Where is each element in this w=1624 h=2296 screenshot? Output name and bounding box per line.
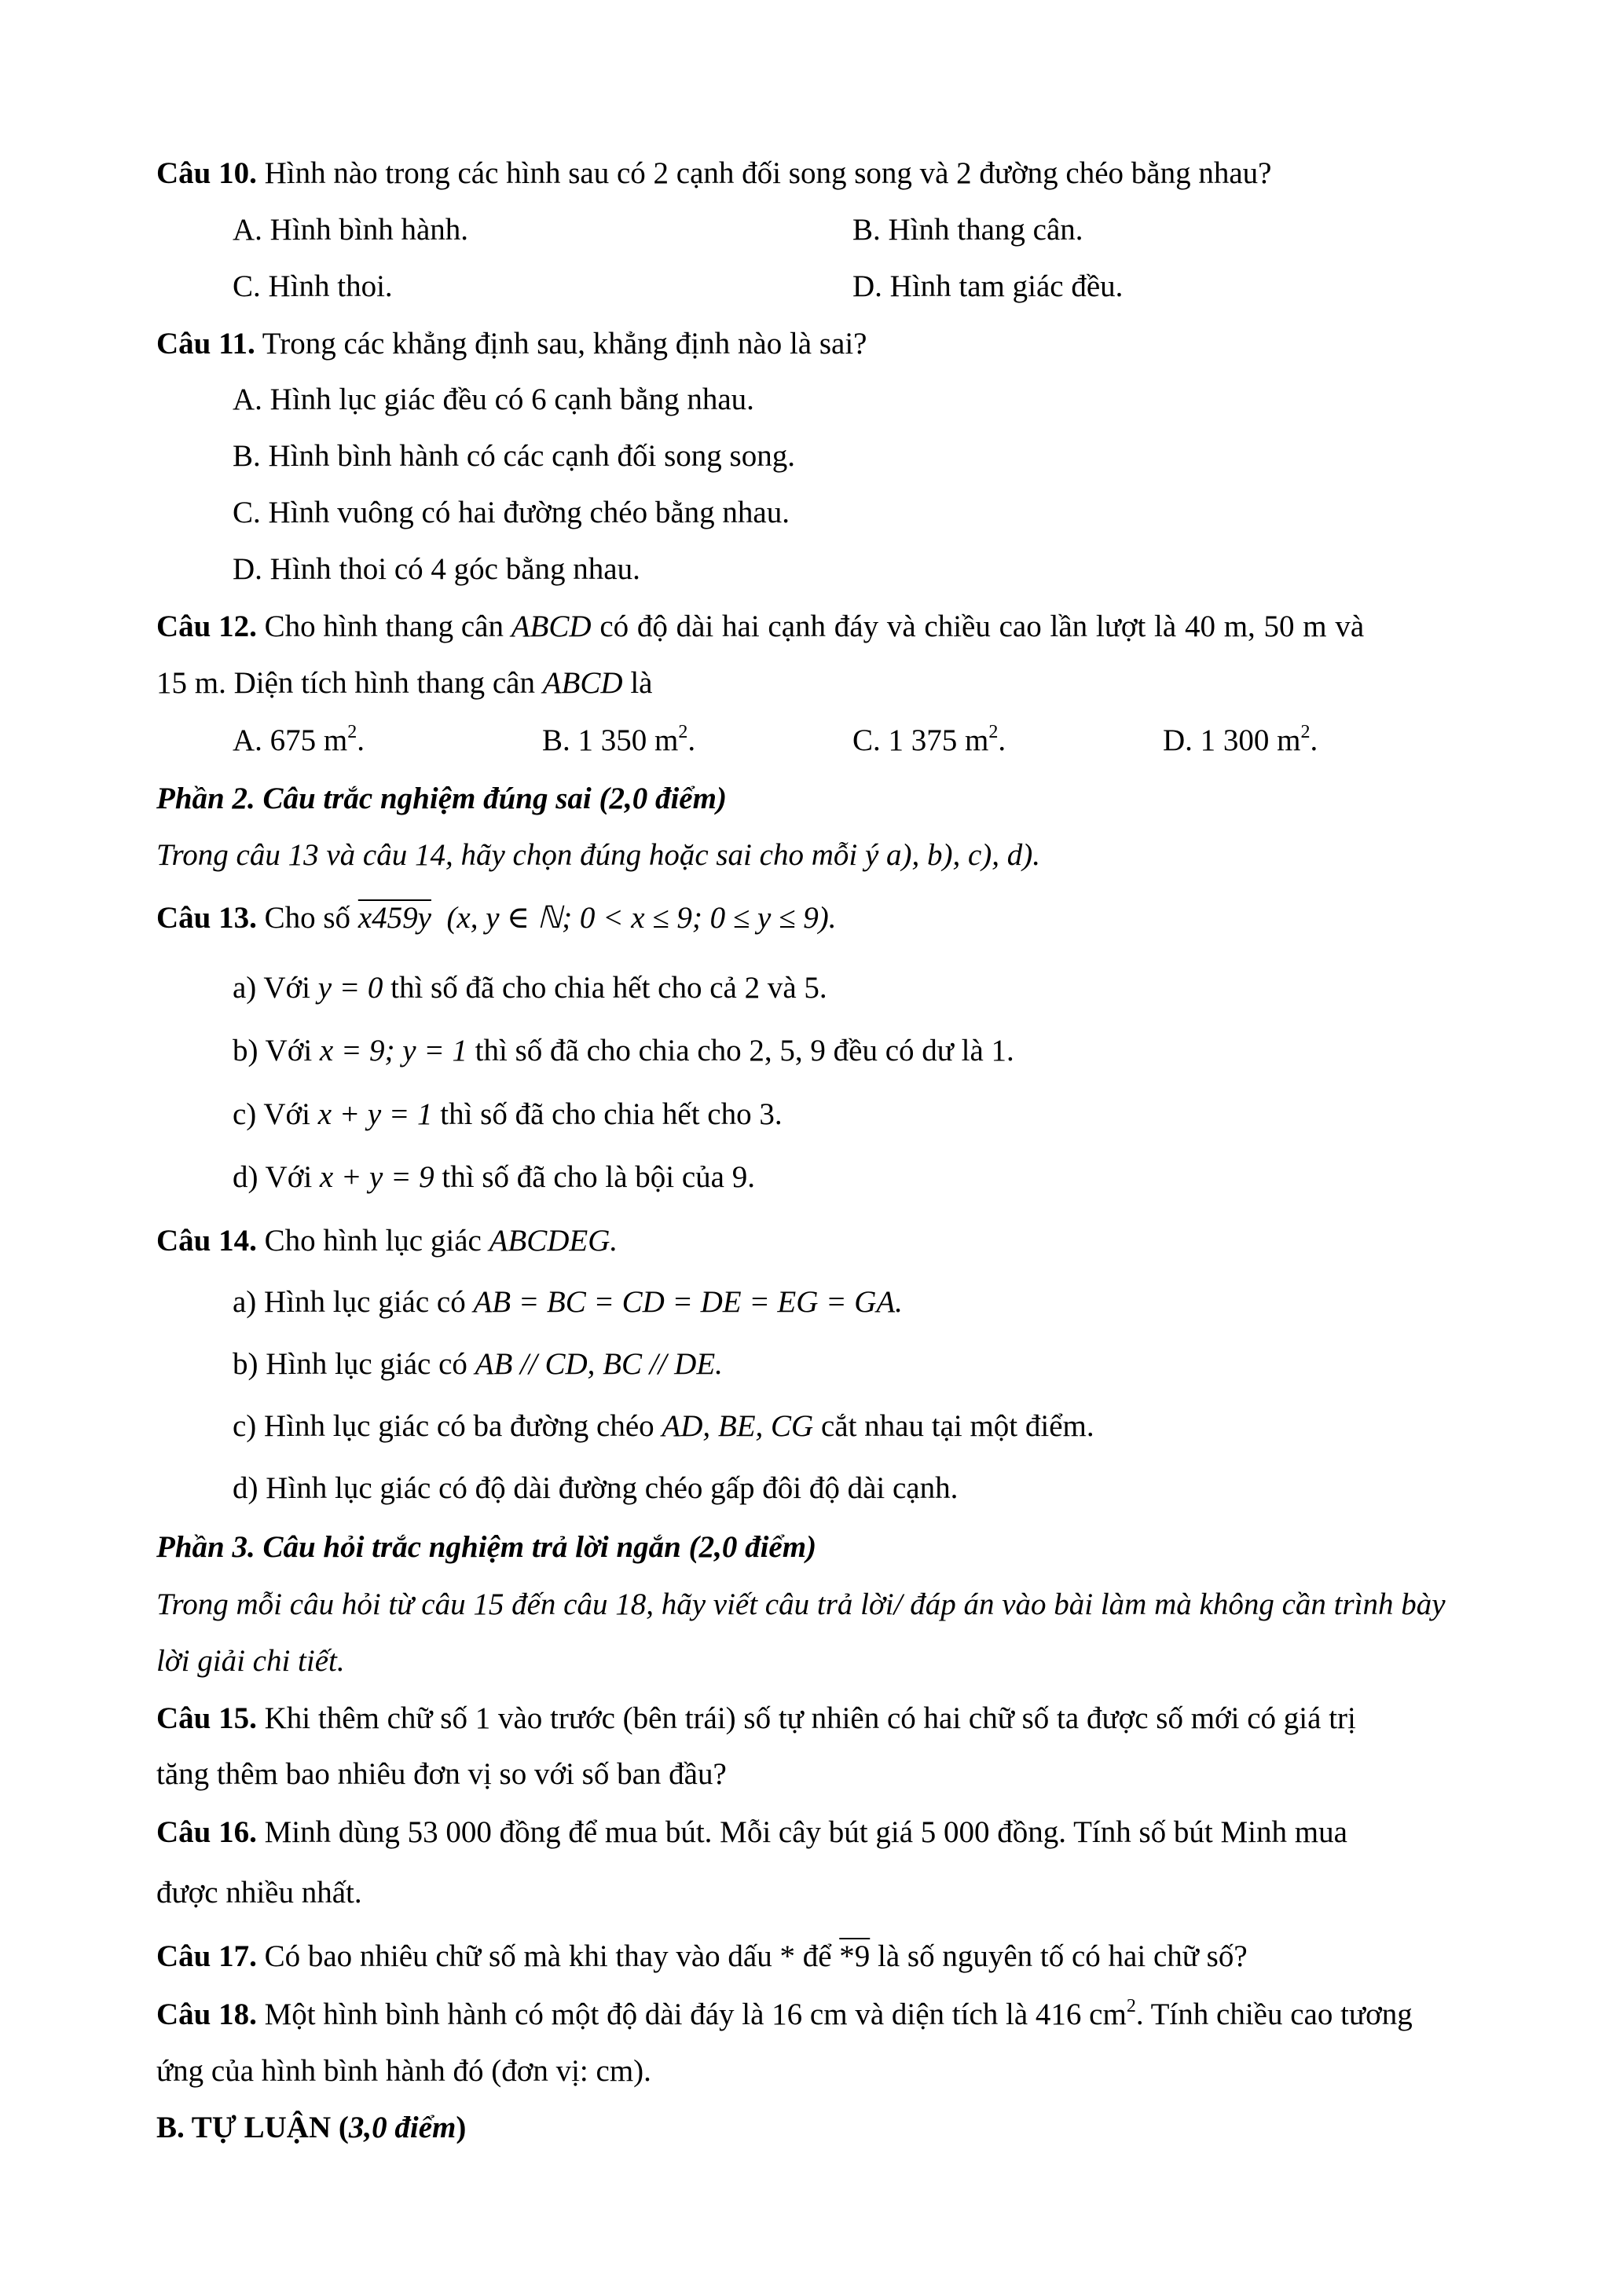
q13-item-a-pre: a) Với xyxy=(233,971,318,1005)
q14-item-a-math: AB = BC = CD = DE = EG = GA. xyxy=(473,1285,903,1319)
q12-option-a-end: . xyxy=(357,723,365,757)
q13-text: Cho số xyxy=(256,901,358,935)
q13-item-c-math: x + y = 1 xyxy=(317,1097,433,1131)
q11-text: Trong các khẳng định sau, khẳng định nào là sai? xyxy=(255,327,867,361)
q14-item-c-pre: c) Hình lục giác có ba đường chéo xyxy=(233,1409,662,1443)
q10-stem xyxy=(156,154,1272,193)
q13-item-d-pre: d) Với xyxy=(233,1160,320,1194)
q14-item-b xyxy=(233,1345,723,1384)
part3-instruction-line2: lời giải chi tiết. xyxy=(156,1644,345,1678)
q13-item-d-post: thì số đã cho là bội của 9. xyxy=(434,1160,755,1194)
q13-item-b xyxy=(233,1031,1014,1071)
q18-sup: 2 xyxy=(1126,1996,1136,2016)
q12-figure-2: ABCD xyxy=(542,666,623,700)
q17-line xyxy=(156,1937,1248,1976)
q13-item-b-math: x = 9; y = 1 xyxy=(319,1034,467,1067)
q13-item-b-pre: b) Với xyxy=(233,1034,320,1067)
q18-text1: Một hình bình hành có một độ dài đáy là 16 cm và diện tích là 416 cm xyxy=(256,1998,1127,2031)
q15-line2: tăng thêm bao nhiêu đơn vị so với số ban đầu? xyxy=(156,1757,727,1791)
part3-instruction-line1: Trong mỗi câu hỏi từ câu 15 đến câu 18, hãy viết câu trả lời/ đáp án vào bài làm mà không cần trình bày xyxy=(156,1587,1446,1621)
q12-text2: có độ dài hai cạnh đáy và chiều cao lần lượt là 40 m, 50 m và xyxy=(591,610,1365,643)
q18-text2: . Tính chiều cao tương xyxy=(1135,1998,1413,2031)
q15-text: Khi thêm chữ số 1 vào trước (bên trái) số tự nhiên có hai chữ số ta được số mới có giá trị xyxy=(256,1701,1356,1735)
q17-text2: là số nguyên tố có hai chữ số? xyxy=(870,1939,1248,1973)
q13-item-c xyxy=(233,1095,783,1134)
q12-text3: 15 m. Diện tích hình thang cân xyxy=(156,666,543,700)
q12-option-d-sup: 2 xyxy=(1300,722,1311,742)
q14-item-a-pre: a) Hình lục giác có xyxy=(233,1285,474,1319)
q12-option-c xyxy=(852,721,1006,760)
q17-label: Câu 17. xyxy=(156,1939,257,1973)
q12-option-b-text: B. 1 350 m xyxy=(542,723,679,757)
q15-line1 xyxy=(156,1699,1356,1738)
q12-figure: ABCD xyxy=(511,610,592,643)
q12-option-b-sup: 2 xyxy=(678,722,688,742)
q14-item-b-pre: b) Hình lục giác có xyxy=(233,1347,475,1381)
q14-text: Cho hình lục giác xyxy=(256,1224,489,1258)
q11-option-c: C. Hình vuông có hai đường chéo bằng nhau. xyxy=(233,496,790,529)
q11-label: Câu 11. xyxy=(156,327,255,361)
q12-option-c-sup: 2 xyxy=(988,722,999,742)
q17-number: *9 xyxy=(839,1939,871,1973)
section-b-score: 3,0 điểm xyxy=(348,2111,456,2144)
q13-item-d-math: x + y = 9 xyxy=(319,1160,434,1194)
q12-label: Câu 12. xyxy=(156,610,257,643)
q12-stem-line2 xyxy=(156,664,652,703)
q14-item-d: d) Hình lục giác có độ dài đường chéo gấp đôi độ dài cạnh. xyxy=(233,1471,959,1505)
q16-label: Câu 16. xyxy=(156,1815,257,1849)
q12-option-d xyxy=(1163,721,1318,760)
q13-item-a xyxy=(233,969,827,1008)
q11-option-d: D. Hình thoi có 4 góc bằng nhau. xyxy=(233,552,640,586)
q14-item-a xyxy=(233,1283,903,1322)
section-b-heading xyxy=(156,2108,466,2148)
q13-item-d xyxy=(233,1158,755,1197)
q13-label: Câu 13. xyxy=(156,901,257,935)
q13-item-c-post: thì số đã cho chia hết cho 3. xyxy=(432,1097,783,1131)
section-b-close: ) xyxy=(456,2111,467,2144)
q12-option-b-end: . xyxy=(687,723,696,757)
q18-label: Câu 18. xyxy=(156,1998,257,2031)
q10-label: Câu 10. xyxy=(156,156,257,190)
q10-option-d: D. Hình tam giác đều. xyxy=(852,269,1124,303)
part3-heading: Phần 3. Câu hỏi trắc nghiệm trả lời ngắn (2,0 điểm) xyxy=(156,1530,817,1564)
q14-stem xyxy=(156,1221,618,1261)
q11-option-a: A. Hình lục giác đều có 6 cạnh bằng nhau. xyxy=(233,383,754,416)
q12-text1: Cho hình thang cân xyxy=(256,610,511,643)
q12-option-c-end: . xyxy=(998,723,1006,757)
part2-instruction: Trong câu 13 và câu 14, hãy chọn đúng hoặc sai cho mỗi ý a), b), c), d). xyxy=(156,838,1041,872)
q14-label: Câu 14. xyxy=(156,1224,257,1258)
q14-item-c-math: AD, BE, CG xyxy=(662,1409,814,1443)
q12-option-a-sup: 2 xyxy=(347,722,357,742)
q14-item-b-math: AB // CD, BC // DE. xyxy=(475,1347,723,1381)
q13-condition: (x, y ∈ ℕ; 0 < x ≤ 9; 0 ≤ y ≤ 9). xyxy=(446,901,837,935)
q12-text4: là xyxy=(622,666,653,700)
q15-label: Câu 15. xyxy=(156,1701,257,1735)
q11-option-b: B. Hình bình hành có các cạnh đối song song. xyxy=(233,439,795,473)
q13-item-a-post: thì số đã cho chia hết cho cả 2 và 5. xyxy=(383,971,827,1005)
q11-stem xyxy=(156,324,867,364)
q18-line1 xyxy=(156,1995,1413,2034)
q10-text: Hình nào trong các hình sau có 2 cạnh đối song song và 2 đường chéo bằng nhau? xyxy=(256,156,1272,190)
q16-line2: được nhiều nhất. xyxy=(156,1876,362,1910)
q12-option-a xyxy=(233,721,365,760)
q14-figure: ABCDEG. xyxy=(489,1224,618,1258)
q12-stem-line1 xyxy=(156,607,1476,646)
section-b-title: B. TỰ LUẬN ( xyxy=(156,2111,349,2144)
q14-item-c-post: cắt nhau tại một điểm. xyxy=(813,1409,1094,1443)
q13-number: x459y xyxy=(357,901,431,935)
q10-option-a: A. Hình bình hành. xyxy=(233,213,469,247)
q12-option-a-text: A. 675 m xyxy=(233,723,348,757)
q17-text1: Có bao nhiêu chữ số mà khi thay vào dấu * để xyxy=(256,1939,840,1973)
q10-option-b: B. Hình thang cân. xyxy=(852,213,1083,247)
q10-option-c: C. Hình thoi. xyxy=(233,269,393,303)
q12-option-c-text: C. 1 375 m xyxy=(852,723,989,757)
q13-item-a-math: y = 0 xyxy=(317,971,383,1005)
q16-text: Minh dùng 53 000 đồng để mua bút. Mỗi cây bút giá 5 000 đồng. Tính số bút Minh mua xyxy=(256,1815,1347,1849)
q16-line1 xyxy=(156,1813,1347,1852)
q14-item-c xyxy=(233,1407,1094,1446)
q13-stem xyxy=(156,899,837,938)
q13-item-c-pre: c) Với xyxy=(233,1097,318,1131)
q12-option-b xyxy=(542,721,695,760)
part2-heading: Phần 2. Câu trắc nghiệm đúng sai (2,0 điểm) xyxy=(156,782,727,815)
q18-line2: ứng của hình bình hành đó (đơn vị: cm). xyxy=(156,2054,651,2088)
q12-option-d-end: . xyxy=(1310,723,1318,757)
q13-item-b-post: thì số đã cho chia cho 2, 5, 9 đều có dư là 1. xyxy=(467,1034,1014,1067)
q12-option-d-text: D. 1 300 m xyxy=(1163,723,1301,757)
